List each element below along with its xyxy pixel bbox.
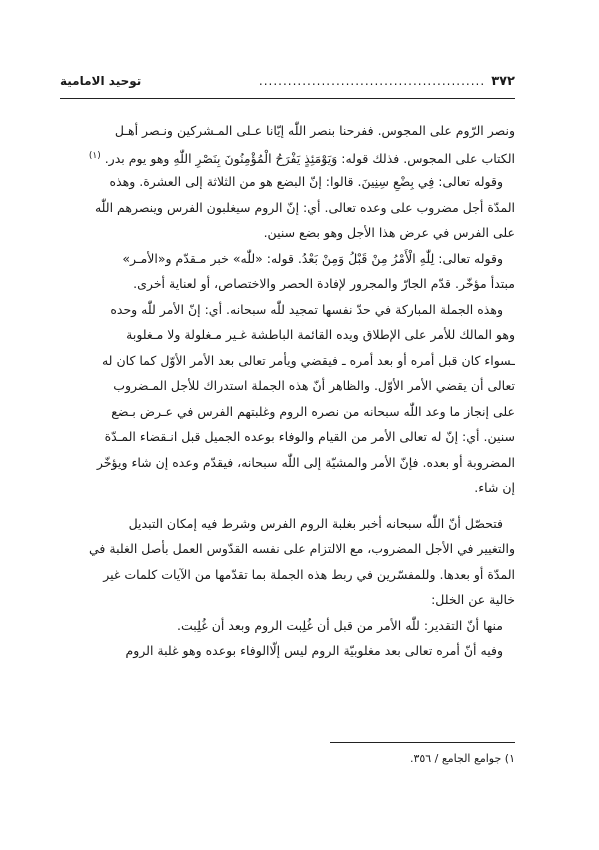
text-line: مبتدأ مؤخّر. قدّم الجارّ والمجرور لإفادة الحصر والاختصاص، أو لعناية أخرى. <box>133 276 515 291</box>
header-leader-dots: ............................................... <box>258 74 486 88</box>
body-text <box>60 118 515 664</box>
text-line: منها أنّ التقدير: للّٰه الأمر من قبل أن غُلِبت الروم وبعد أن غُلِبت. <box>177 617 503 633</box>
text-line: وقوله تعالى: لِلّٰهِ الْأَمْرُ مِنْ قَبْلُ وَمِنْ بَعْدُ. قوله: «للّٰه» خبر مـقدّم و«الأمـر» <box>122 250 503 266</box>
text-line: وقوله تعالى: فِي بِضْعِ سِنِينَ. قالوا: إنّ البضع هو من الثلاثة إلى العشرة. وهذه <box>109 174 503 189</box>
page-number: ٣٧٢ <box>491 74 515 89</box>
footnote: ١) جوامع الجامع / ٣٥٦. <box>409 752 515 765</box>
text-line: وهو المالك للأمر على الإطلاق ويده القائمة الباطشة غـير مـغلولة ولا مـغلوبة <box>126 327 515 342</box>
text-line: فتحصّل أنّ اللّٰه سبحانه أخبر بغلبة الروم الفرس وشرط فيه إمكان التبديل <box>128 515 503 531</box>
footnote-rule <box>330 742 515 743</box>
text-line: ونصر الرّوم على المجوس. ففرحنا بنصر اللّٰه إيّانا عـلى المـشركين ونـصر أهـل <box>114 123 515 138</box>
text-line: تعالى أن يقضي الأمر الأوّل. والظاهر أنّ هذه الجملة استدراك للأجل المـضروب <box>113 378 515 393</box>
footnote-marker: (١) <box>88 150 101 161</box>
header-rule <box>60 98 515 99</box>
text-line: والتغيير في الأجل المضروب، مع الالتزام على نفسه القدّوس العمل بأصل الغلبة في <box>89 541 515 556</box>
text-line: المدّة أو بعدها. وللمفسّرين في ربط هذه الجملة بما تقدّمها من الآيات كلمات غير <box>103 566 515 582</box>
running-header <box>60 74 515 89</box>
paragraph-gap <box>60 501 515 511</box>
text-line: على إنجاز ما وعد اللّٰه سبحانه من نصره الروم وغلبتهم الفرس في عـرض بـضع <box>111 403 515 419</box>
text-line: ـسواء كان قبل أمره أو بعد أمره ـ فيقضي ويأمر تعالى بعد الأمر الأوّل كما كان له <box>101 352 515 368</box>
running-title: توحيد الامامية <box>60 74 142 88</box>
text-line: الكتاب على المجوس. فذلك قوله: وَيَوْمَئِذٍ يَفْرَحُ الْمُؤْمِنُونَ بِنَصْرِ اللّٰهِ وهو يوم بدر. <box>104 150 515 166</box>
text-line: على الفرس في عرض هذا الأجل وهو بضع سنين. <box>263 225 515 240</box>
text-line: المدّة أجل مضروب على وعده تعالى. أي: إنّ الروم سيغلبون الفرس وينصرهم اللّٰه <box>94 199 515 215</box>
text-line-with-footnote <box>60 144 515 170</box>
text-line: وهذه الجملة المباركة في حدّ نفسها تمجيد للّٰه سبحانه. أي: إنّ الأمر للّٰه وحده <box>110 301 503 317</box>
text-line: المضروبة أو بعده. فإنّ الأمر والمشيّة إلى اللّٰه سبحانه، فيقدّم وعده إن شاء ويؤخّر <box>96 454 515 470</box>
text-line: وفيه أنّ أمره تعالى بعد مغلوبيّة الروم ليس إلّاالوفاء بوعده وهو غلبة الروم <box>125 643 503 658</box>
text-line: خالية عن الخلل: <box>431 592 515 607</box>
text-line: سنين. أي: إنّ له تعالى الأمر من القيام والوفاء بوعده الجميل قبل انـقضاء المـدّة <box>104 429 515 444</box>
text-line: إن شاء. <box>474 480 515 495</box>
